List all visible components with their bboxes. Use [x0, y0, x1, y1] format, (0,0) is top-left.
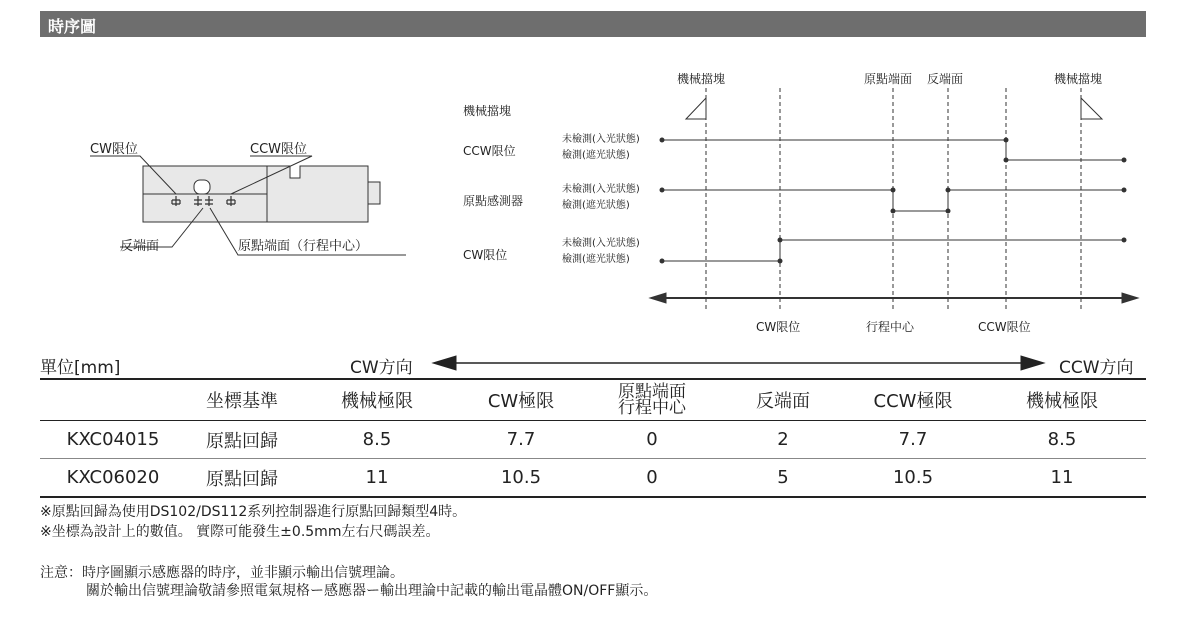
header-reverse-end: 反端面 [718, 379, 848, 421]
top-label-origin-end: 原點端面 [864, 72, 913, 86]
footnote-2: ※坐標為設計上的數值。 實際可能發生±0.5mm左右尺碼誤差。 [40, 524, 440, 540]
cell-reverse-end: 2 [718, 421, 848, 459]
row-label-origin-sensor: 原點感測器 [463, 194, 524, 208]
reverse-end-label: 反端面 [120, 239, 160, 254]
top-label-mech-stop-right: 機械擋塊 [1054, 72, 1103, 86]
row-label-mech-stop: 機械擋塊 [463, 104, 512, 118]
cw-limit-label: CW限位 [90, 142, 138, 157]
cw-state-off: 檢測(遮光狀態) [562, 254, 630, 265]
cell-origin: 0 [586, 421, 718, 459]
header-cw-limit: CW極限 [456, 379, 586, 421]
direction-arrow [433, 356, 1044, 370]
origin-end-label: 原點端面（行程中心） [238, 239, 369, 254]
section-title: 時序圖 [48, 17, 97, 36]
ccw-state-off: 檢測(遮光狀態) [562, 150, 630, 161]
origin-state-labels [562, 182, 640, 214]
cell-ccw-limit: 10.5 [848, 459, 978, 498]
axis-label-stroke-center: 行程中心 [866, 320, 915, 334]
header-mech-limit-ccw: 機械極限 [978, 379, 1146, 421]
notice-line-2: 關於輸出信號理論敬請參照電氣規格ー感應器ー輸出理論中記載的輸出電晶體ON/OFF顯示。 [86, 583, 658, 599]
cw-state-on: 未檢測(入光狀態) [562, 238, 640, 249]
timing-lines [650, 88, 1138, 312]
table-row [40, 459, 1146, 498]
row-label-ccw-limit: CCW限位 [463, 144, 516, 158]
header-blank [40, 379, 186, 421]
table-row [40, 421, 1146, 459]
notice-line-1: 注意：時序圖顯示感應器的時序，並非顯示輸出信號理論。 [40, 565, 404, 581]
cell-ccw-limit: 7.7 [848, 421, 978, 459]
header-origin-center [586, 379, 718, 421]
top-label-reverse-end: 反端面 [927, 72, 964, 86]
top-label-mech-stop-left: 機械擋塊 [677, 72, 726, 86]
origin-state-on: 未檢測(入光狀態) [562, 184, 640, 195]
origin-state-off: 檢測(遮光狀態) [562, 200, 630, 211]
footnote-1: ※原點回歸為使用DS102/DS112系列控制器進行原點回歸類型4時。 [40, 504, 467, 520]
header-coord: 坐標基準 [186, 379, 298, 421]
ccw-direction-label: CCW方向 [1059, 358, 1134, 378]
header-stroke-center: 行程中心 [618, 398, 686, 418]
ccw-limit-label: CCW限位 [250, 142, 308, 157]
cell-origin: 0 [586, 459, 718, 498]
table-header [40, 379, 1146, 421]
header-mech-limit-cw: 機械極限 [298, 379, 456, 421]
cell-coord: 原點回歸 [186, 421, 298, 459]
row-label-cw-limit: CW限位 [463, 248, 508, 262]
cell-coord: 原點回歸 [186, 459, 298, 498]
cell-mech-limit-cw: 11 [298, 459, 456, 498]
ccw-state-labels [562, 132, 640, 164]
cell-model: KXC04015 [40, 421, 186, 459]
cw-state-labels [562, 236, 640, 268]
header-origin-end: 原點端面 [618, 382, 686, 402]
cell-mech-limit-ccw: 8.5 [978, 421, 1146, 459]
limits-table [40, 378, 1146, 498]
cell-model: KXC06020 [40, 459, 186, 498]
cell-mech-limit-cw: 8.5 [298, 421, 456, 459]
ccw-state-on: 未檢測(入光狀態) [562, 134, 640, 145]
axis-label-cw-limit: CW限位 [756, 320, 801, 334]
unit-label: 單位[mm] [40, 358, 121, 378]
cell-reverse-end: 5 [718, 459, 848, 498]
header-ccw-limit: CCW極限 [848, 379, 978, 421]
cw-direction-label: CW方向 [350, 358, 413, 378]
cell-mech-limit-ccw: 11 [978, 459, 1146, 498]
axis-label-ccw-limit: CCW限位 [978, 320, 1031, 334]
cell-cw-limit: 10.5 [456, 459, 586, 498]
cell-cw-limit: 7.7 [456, 421, 586, 459]
